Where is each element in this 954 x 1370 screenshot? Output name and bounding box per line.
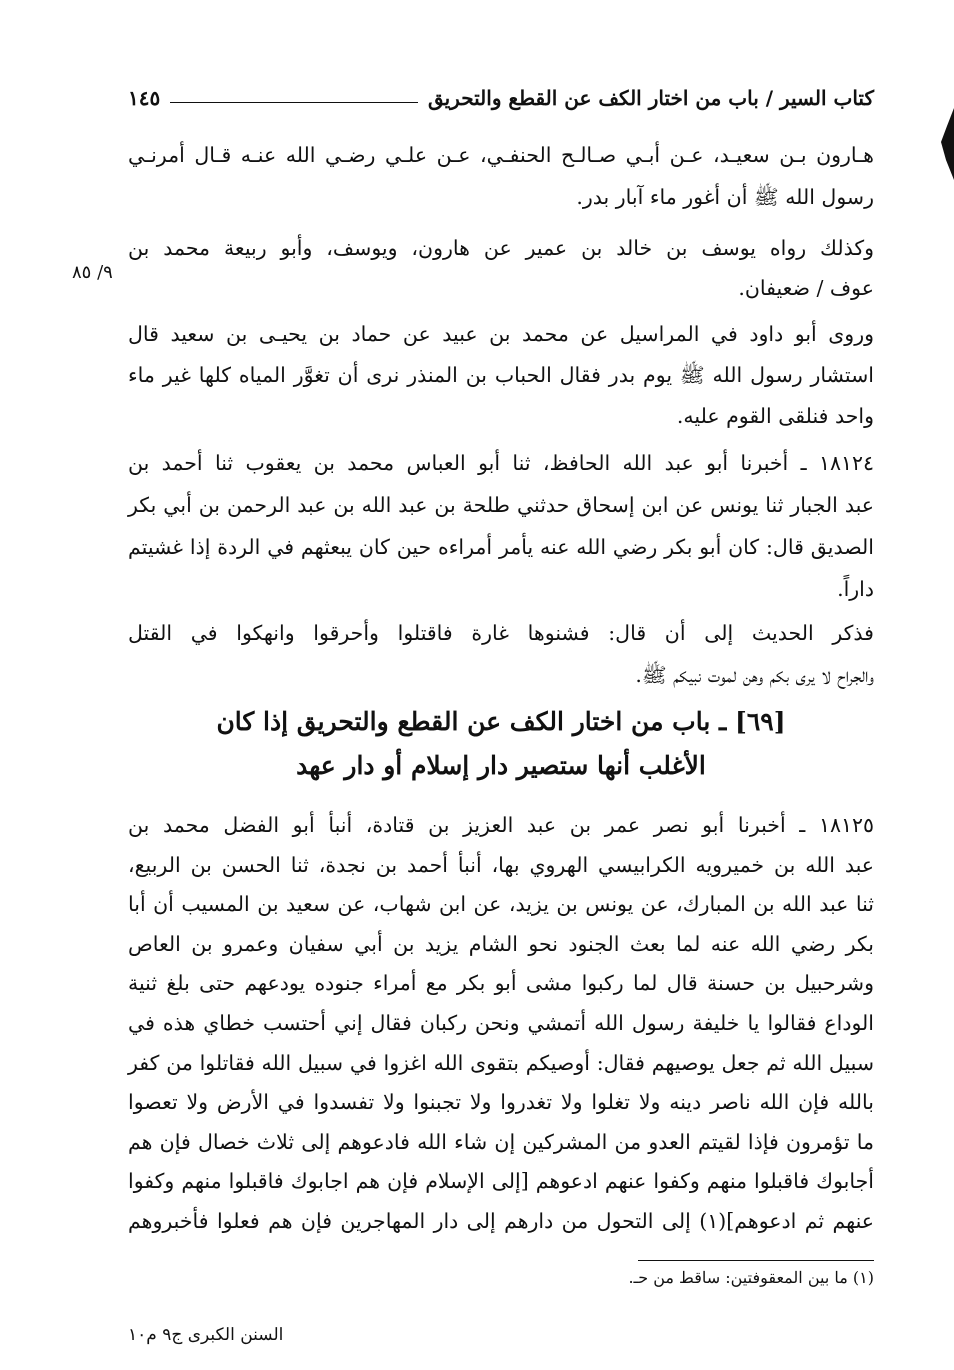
chapter-heading xyxy=(128,700,874,788)
text-line: ما تؤمرون فإذا لقيتم العدو من المشركين إن شاء الله فادعوهم إلى ثلاث خصال فإن هم xyxy=(128,1129,874,1154)
text-line: فذكر الحديث إلى أن قال: فشنوها غارة فاقتلوا وأحرقوا وانهكوا في القتل xyxy=(128,621,874,645)
hadith-18124 xyxy=(128,442,874,610)
header-rule xyxy=(170,102,418,103)
text-line: وكذلك رواه يوسف بن خالد بن عمير عن هارون، ويوسف، وأبو ربيعة محمد بن xyxy=(128,236,874,260)
printer-signature: السنن الكبرى ج٩ م١٠ xyxy=(128,1325,284,1345)
text-line: أجابوك فاقبلوا منهم وكفوا عنهم ادعوهم [إلى الإسلام فإن هم اجابوك فاقبلوا منهم وكفوا xyxy=(128,1169,874,1194)
margin-reference: ٩/ ٨٥ xyxy=(72,262,113,283)
running-header xyxy=(128,86,874,110)
text-line: وروى أبو داود في المراسيل عن محمد بن عبيد عن حماد بن يحيـى بن سعيد قال xyxy=(128,322,874,346)
text-line: هـارون بـن سعيـد، عـن أبـي صـالـح الحنفـي، عـن علـي رضـي الله عنـه قـال أمرنـي xyxy=(128,143,874,167)
hadith-18125 xyxy=(128,806,874,1242)
text-line: رسول الله ﷺ أن أغور ماء آبار بدر. xyxy=(576,185,874,209)
paragraph-3 xyxy=(128,314,874,437)
text-line: بكر رضي الله عنه لما بعث الجنود نحو الشام يزيد بن أبي سفيان وعمرو بن العاص xyxy=(128,931,874,956)
text-line: عوف / ضعيفان. xyxy=(738,276,874,300)
text-line: ثنا عبد الله بن المبارك، عن يونس بن يزيد، عن ابن شهاب، عن سعيد بن المسيب أن أبا xyxy=(128,892,874,917)
page-edge-mark xyxy=(938,108,954,180)
footnote: (١) ما بين المعقوفتين: ساقط من حـ. xyxy=(628,1268,874,1287)
paragraph-5 xyxy=(128,612,874,696)
text-line: استشار رسول الله ﷺ يوم بدر فقال الحباب بن المنذر نرى أن تغوَّر المياه كلها غير ماء xyxy=(128,363,874,387)
text-line: سبيل الله ثم جعل يوصيهم فقال: أوصيكم بتقوى الله اغزوا في سبيل الله فقاتلوا من كفر xyxy=(128,1050,874,1075)
text-line: الصديق قال: كان أبو بكر رضي الله عنه يأمر أمراءه حين كان يبعثهم في الردة إذا غشيتم xyxy=(128,535,874,559)
text-line: والجراح لا يرى بكم وهن لموت نبيكم ﷺ. xyxy=(635,663,874,687)
text-line: ١٨١٢٥ ـ أخبرنا أبو نصر عمر بن عبد العزيز بن قتادة، أنبأ أبو الفضل محمد بن xyxy=(128,813,874,837)
running-title: كتاب السير / باب من اختار الكف عن القطع والتحريق xyxy=(427,86,874,110)
text-line: عبد الجبار ثنا يونس عن ابن إسحاق حدثني طلحة بن عبد الله بن عبد الرحمن بن أبي بكر xyxy=(128,493,874,517)
page-number: ١٤٥ xyxy=(128,86,161,110)
text-line: الوداع فقالوا يا خليفة رسول الله أتمشي ونحن ركبان فقال إني أحتسب خطاي هذه في xyxy=(128,1010,874,1035)
paragraph-2 xyxy=(128,228,874,308)
text-line: بالله فإن الله ناصر دينه ولا تغلوا ولا تغدروا ولا تجبنوا ولا تفسدوا في الأرض ولا تعصوا xyxy=(128,1090,874,1115)
text-line: وشرحبيل بن حسنة قال لما ركبوا مشى أبو بكر مع أمراء جنوده يودعهم حتى بلغ ثنية xyxy=(128,971,874,996)
text-line: داراً. xyxy=(837,577,874,601)
heading-line-1: [٦٩] ـ باب من اختار الكف عن القطع والتحريق إذا كان xyxy=(216,707,786,736)
text-line: ١٨١٢٤ ـ أخبرنا أبو عبد الله الحافظ، ثنا أبو العباس محمد بن يعقوب ثنا أحمد بن xyxy=(128,451,874,475)
text-line: عبد الله بن خميرويه الكرابيسي الهروي بها، أنبأ أحمد بن نجدة، ثنا الحسن بن الربيع، xyxy=(128,852,874,877)
text-line: واحد فنلقى القوم عليه. xyxy=(676,404,874,428)
text-line: عنهم ثم ادعوهم](١) إلى التحول من دارهم إلى دار المهاجرين فإن هم فعلوا فأخبروهم xyxy=(128,1208,874,1233)
footnote-rule xyxy=(638,1260,874,1261)
heading-line-2: الأغلب أنها ستصير دار إسلام أو دار عهد xyxy=(296,751,706,780)
paragraph-1 xyxy=(128,134,874,218)
